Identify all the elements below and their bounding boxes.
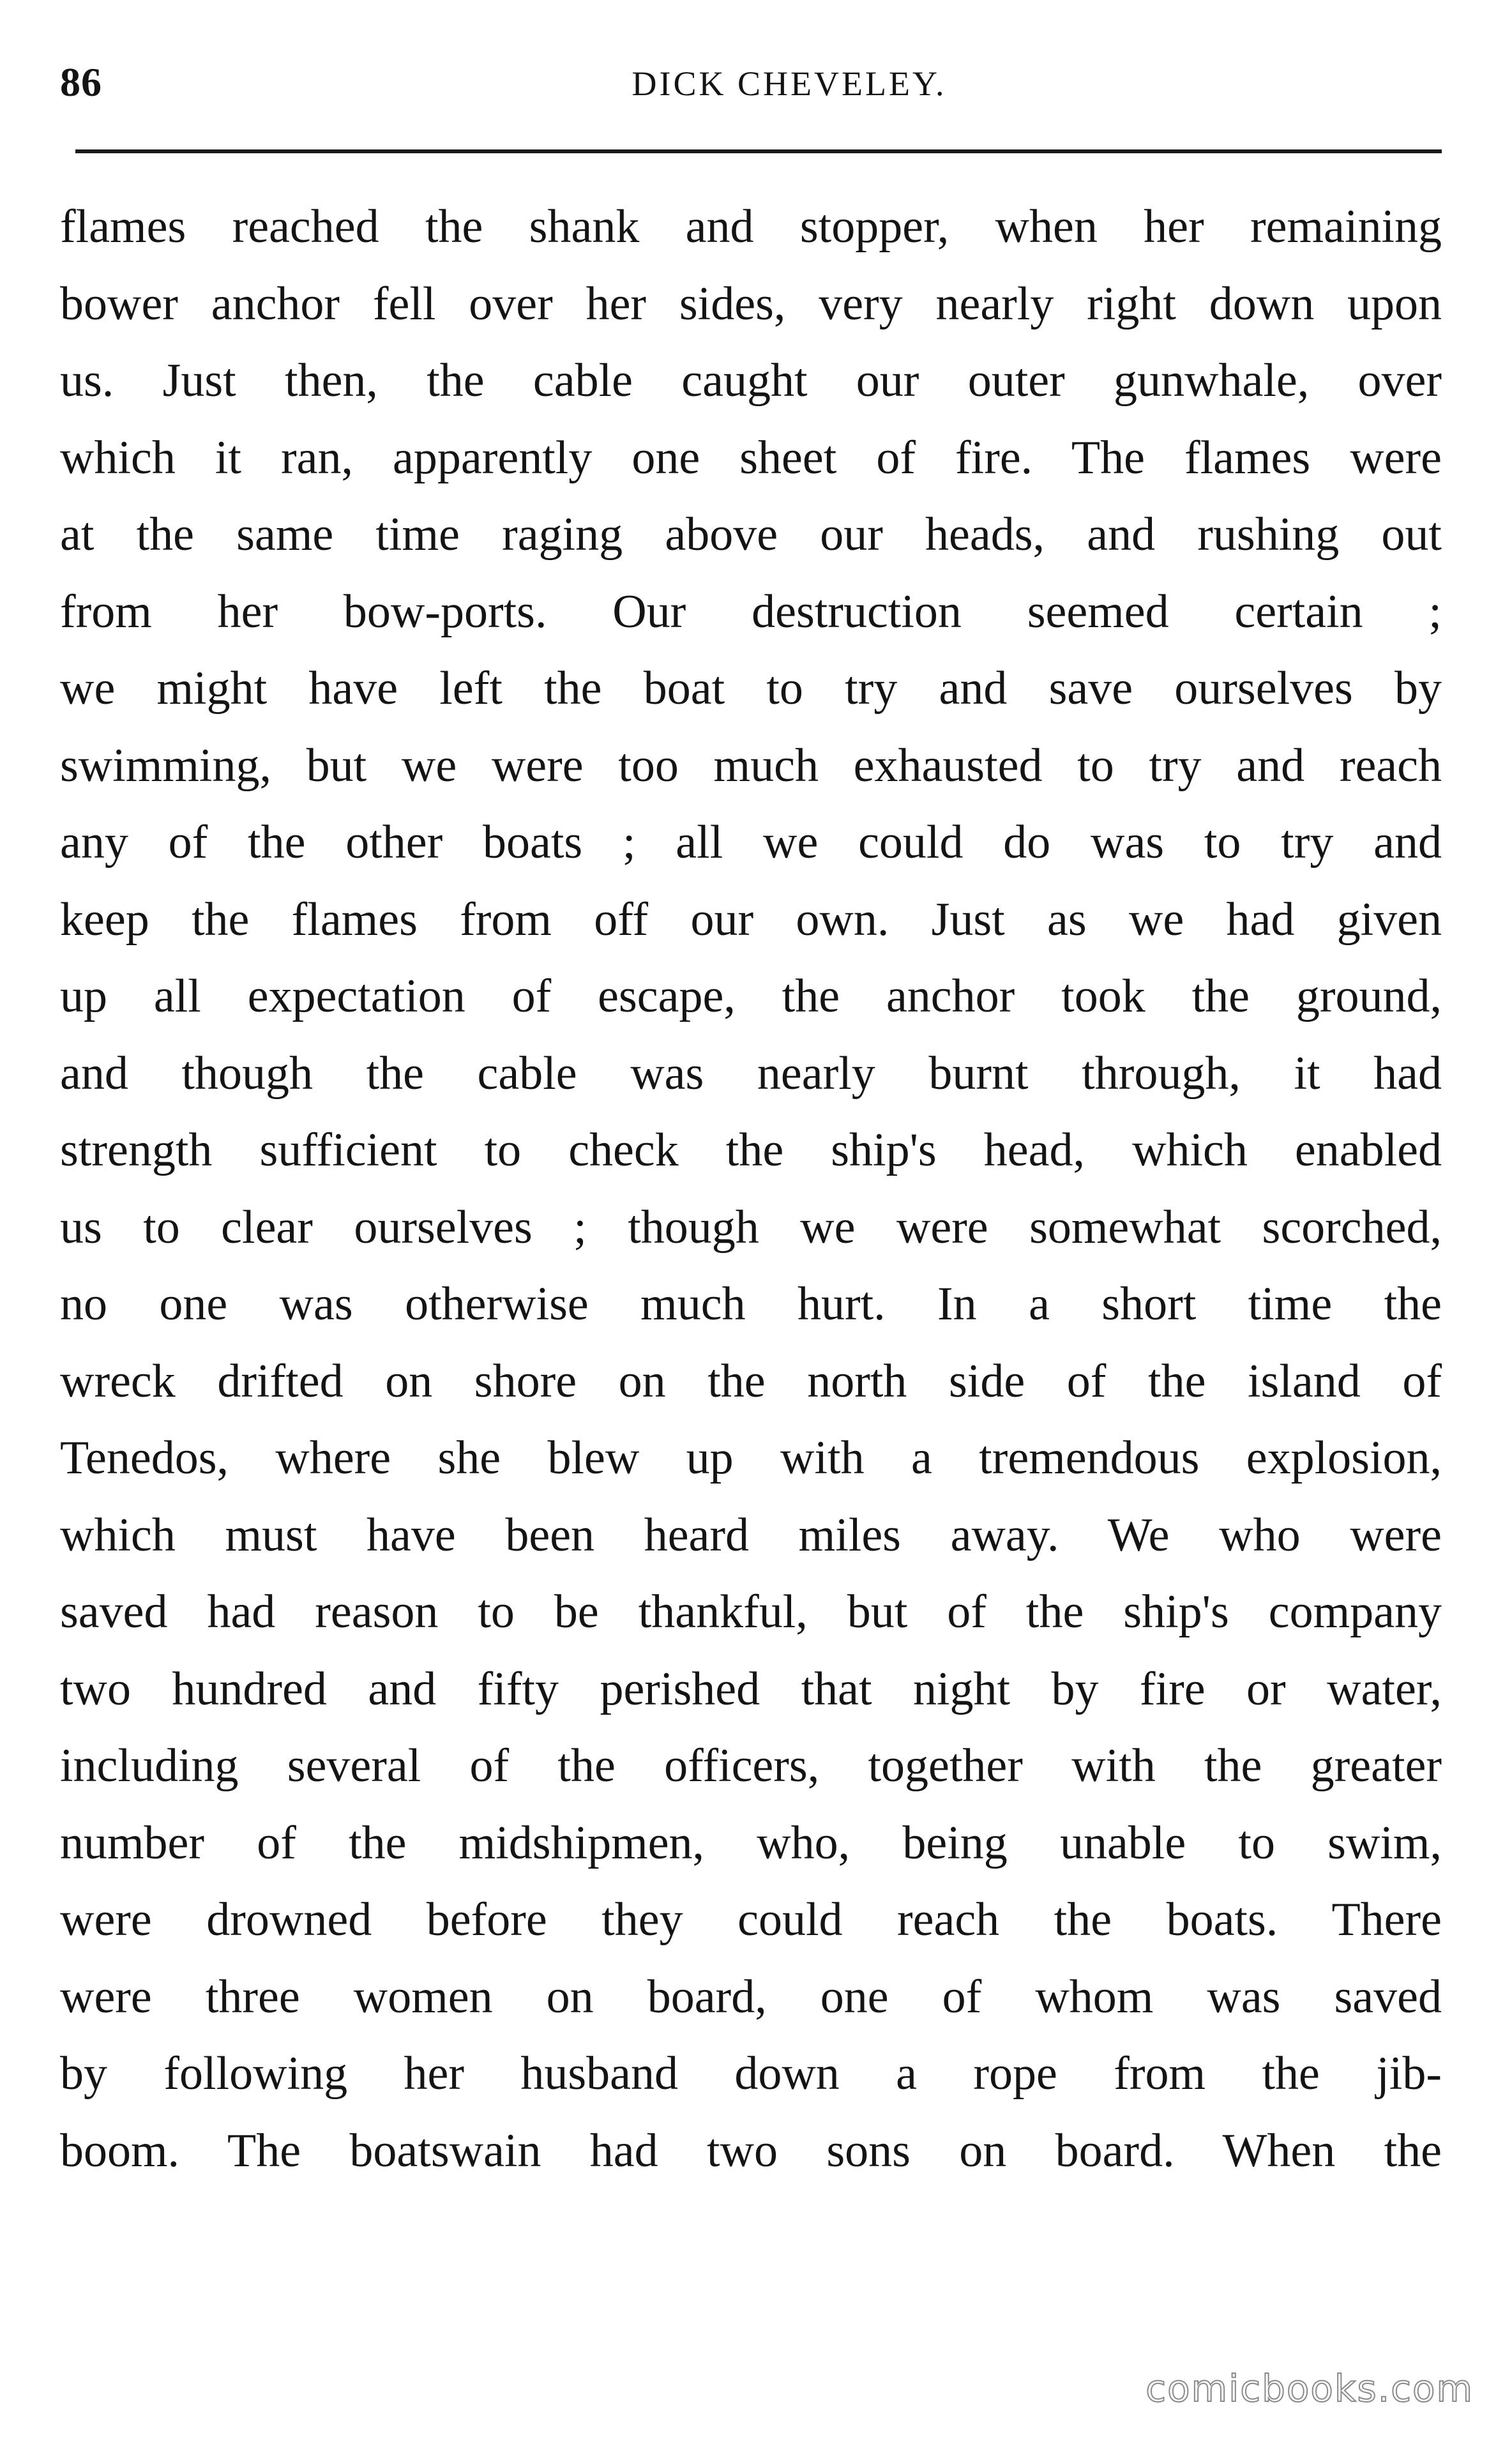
text-line: us. Just then, the cable caught our outer gunwhale, over [60,354,1442,407]
text-line: including several of the officers, together with the greater [60,1740,1442,1792]
text-line: and though the cable was nearly burnt through, it had [60,1047,1442,1100]
text-line: up all expectation of escape, the anchor took the ground, [60,970,1442,1022]
header-rule [75,149,1442,153]
running-head: DICK CHEVELEY. [631,65,947,103]
text-line: two hundred and fifty perished that night by fire or water, [60,1662,1442,1715]
text-line: which must have been heard miles away. We who were [60,1508,1442,1561]
text-line: which it ran, apparently one sheet of fire. The flames were [60,431,1442,484]
text-line: any of the other boats ; all we could do was to try and [60,816,1442,869]
text-line: number of the midshipmen, who, being unable to swim, [60,1816,1442,1869]
text-line: saved had reason to be thankful, but of the ship's company [60,1586,1442,1638]
text-line: from her bow-ports. Our destruction seemed certain ; [60,585,1442,638]
text-line: keep the flames from off our own. Just as we had given [60,893,1442,946]
watermark: comicbooks.com [1145,2367,1474,2410]
text-line: us to clear ourselves ; though we were somewhat scorched, [60,1201,1442,1254]
body-text [60,188,1442,2189]
text-line: wreck drifted on shore on the north side of the island of [60,1355,1442,1408]
text-line: were three women on board, one of whom was saved [60,1970,1442,2023]
text-line: no one was otherwise much hurt. In a short time the [60,1278,1442,1330]
text-line: boom. The boatswain had two sons on board. When the [60,2124,1442,2177]
text-line: bower anchor fell over her sides, very nearly right down upon [60,277,1442,330]
page-header [60,59,1442,116]
page-number: 86 [60,59,102,105]
text-line: Tenedos, where she blew up with a tremendous explosion, [60,1432,1442,1484]
text-line: at the same time raging above our heads, and rushing out [60,508,1442,561]
text-line: swimming, but we were too much exhausted to try and reach [60,739,1442,792]
text-line: were drowned before they could reach the boats. There [60,1894,1442,1946]
text-line: strength sufficient to check the ship's head, which enabled [60,1124,1442,1176]
text-line: by following her husband down a rope from the jib- [60,2047,1442,2100]
text-line: we might have left the boat to try and save ourselves by [60,662,1442,715]
text-line: flames reached the shank and stopper, when her remaining [60,201,1442,253]
